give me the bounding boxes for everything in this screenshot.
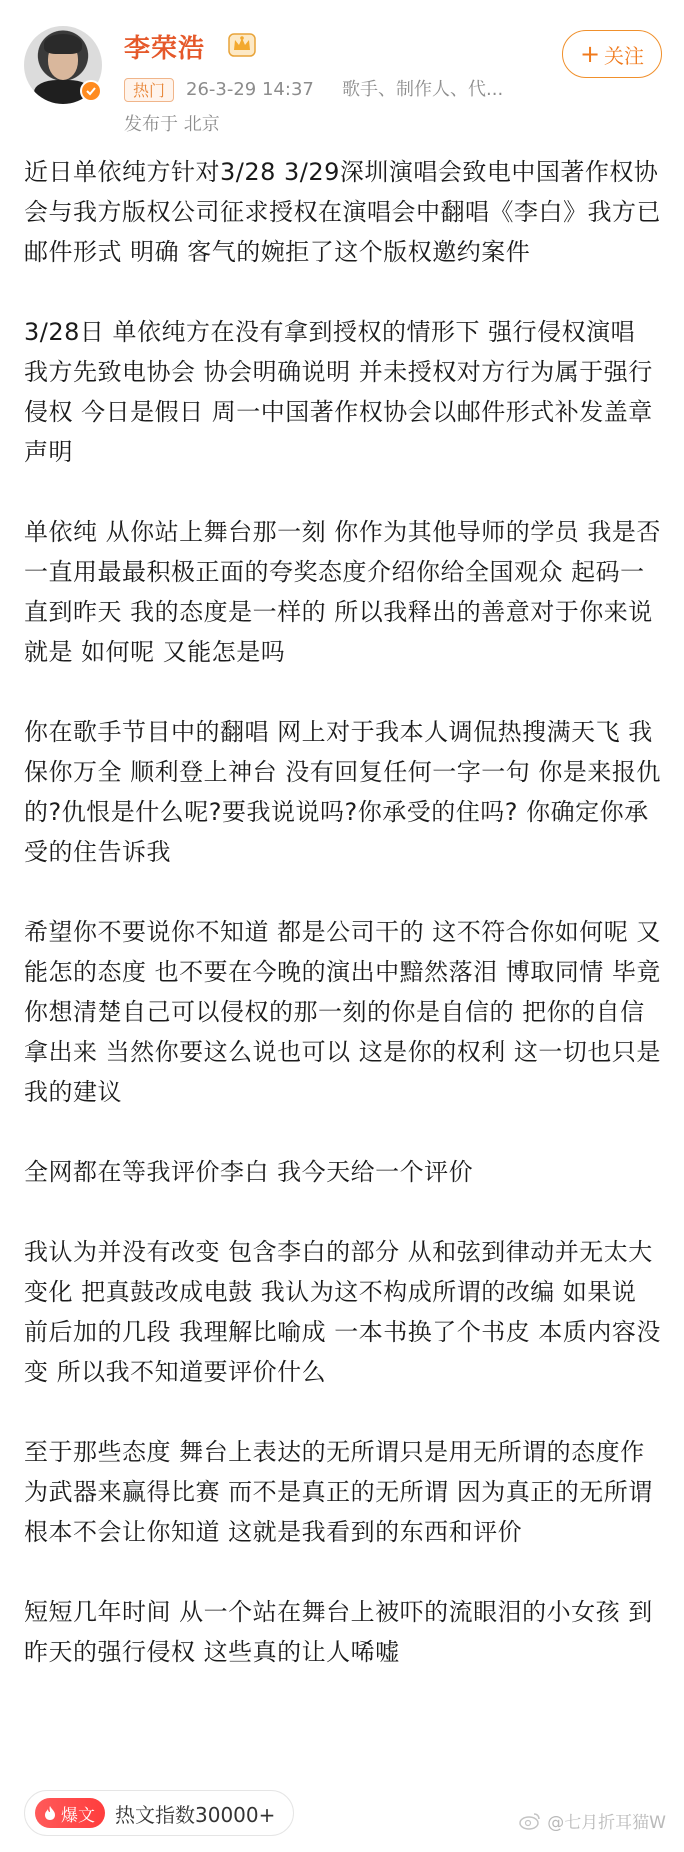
post-paragraph: 短短几年时间 从一个站在舞台上被吓的流眼泪的小女孩 到昨天的强行侵权 这些真的让人唏嘘 <box>24 1598 653 1666</box>
post-paragraph: 我认为并没有改变 包含李白的部分 从和弦到律动并无太大变化 把真鼓改成电鼓 我认为这不构成所谓的改编 如果说 前后加的几段 我理解比喻成 一本书换了个书皮 本质内容没变 所以我不知道要评价什么 <box>24 1238 661 1386</box>
flame-icon <box>43 1805 57 1821</box>
boom-tag <box>35 1798 105 1828</box>
username[interactable]: 李荣浩 <box>124 34 206 64</box>
post-header <box>0 0 684 140</box>
post-location: 发布于 北京 <box>124 114 220 135</box>
plus-icon: + <box>579 40 601 68</box>
crown-icon <box>226 30 258 58</box>
hot-index-chip[interactable] <box>24 1790 294 1836</box>
follow-button[interactable] <box>562 30 662 78</box>
user-tags: 歌手、制作人、代... <box>342 79 504 100</box>
post-paragraph: 你在歌手节目中的翻唱 网上对于我本人调侃热搜满天飞 我保你万全 顺利登上神台 没有回复任何一字一句 你是来报仇的?仇恨是什么呢?要我说说吗?你承受的住吗? 你确定你承受的住告诉我 <box>24 718 661 866</box>
boom-label: 爆文 <box>61 1805 95 1826</box>
verified-icon <box>80 80 102 102</box>
hot-badge: 热门 <box>124 78 174 102</box>
watermark <box>519 1808 666 1833</box>
watermark-text: @七月折耳猫W <box>547 1813 666 1833</box>
post-paragraph: 近日单依纯方针对3/28 3/29深圳演唱会致电中国著作权协会与我方版权公司征求授权在演唱会中翻唱《李白》我方已邮件形式 明确 客气的婉拒了这个版权邀约案件 <box>24 158 661 266</box>
weibo-logo-icon <box>519 1812 541 1830</box>
avatar-hair-shape <box>44 34 82 54</box>
post-paragraph: 希望你不要说你不知道 都是公司干的 这不符合你如何呢 又能怎的态度 也不要在今晚的演出中黯然落泪 博取同情 毕竟你想清楚自己可以侵权的那一刻的你是自信的 把你的自信拿出来 当然你要这么说也可以 这是你的权利 这一切也只是我的建议 <box>24 918 661 1106</box>
follow-label: 关注 <box>604 43 645 68</box>
hot-index-text: 热文指数30000+ <box>115 1802 276 1827</box>
post-paragraph: 全网都在等我评价李白 我今天给一个评价 <box>24 1158 474 1186</box>
post-time: 26-3-29 14:37 <box>186 79 314 100</box>
post-paragraph: 单依纯 从你站上舞台那一刻 你作为其他导师的学员 我是否一直用最最积极正面的夸奖态度介绍你给全国观众 起码一直到昨天 我的态度是一样的 所以我释出的善意对于你来说 就是 如何呢 又能怎是吗 <box>24 518 661 666</box>
post-paragraph: 3/28日 单依纯方在没有拿到授权的情形下 强行侵权演唱 我方先致电协会 协会明确说明 并未授权对方行为属于强行侵权 今日是假日 周一中国著作权协会以邮件形式补发盖章声明 <box>24 318 653 466</box>
post-content <box>24 152 664 1712</box>
post-paragraph: 至于那些态度 舞台上表达的无所谓只是用无所谓的态度作为武器来赢得比赛 而不是真正的无所谓 因为真正的无所谓根本不会让你知道 这就是我看到的东西和评价 <box>24 1438 653 1546</box>
